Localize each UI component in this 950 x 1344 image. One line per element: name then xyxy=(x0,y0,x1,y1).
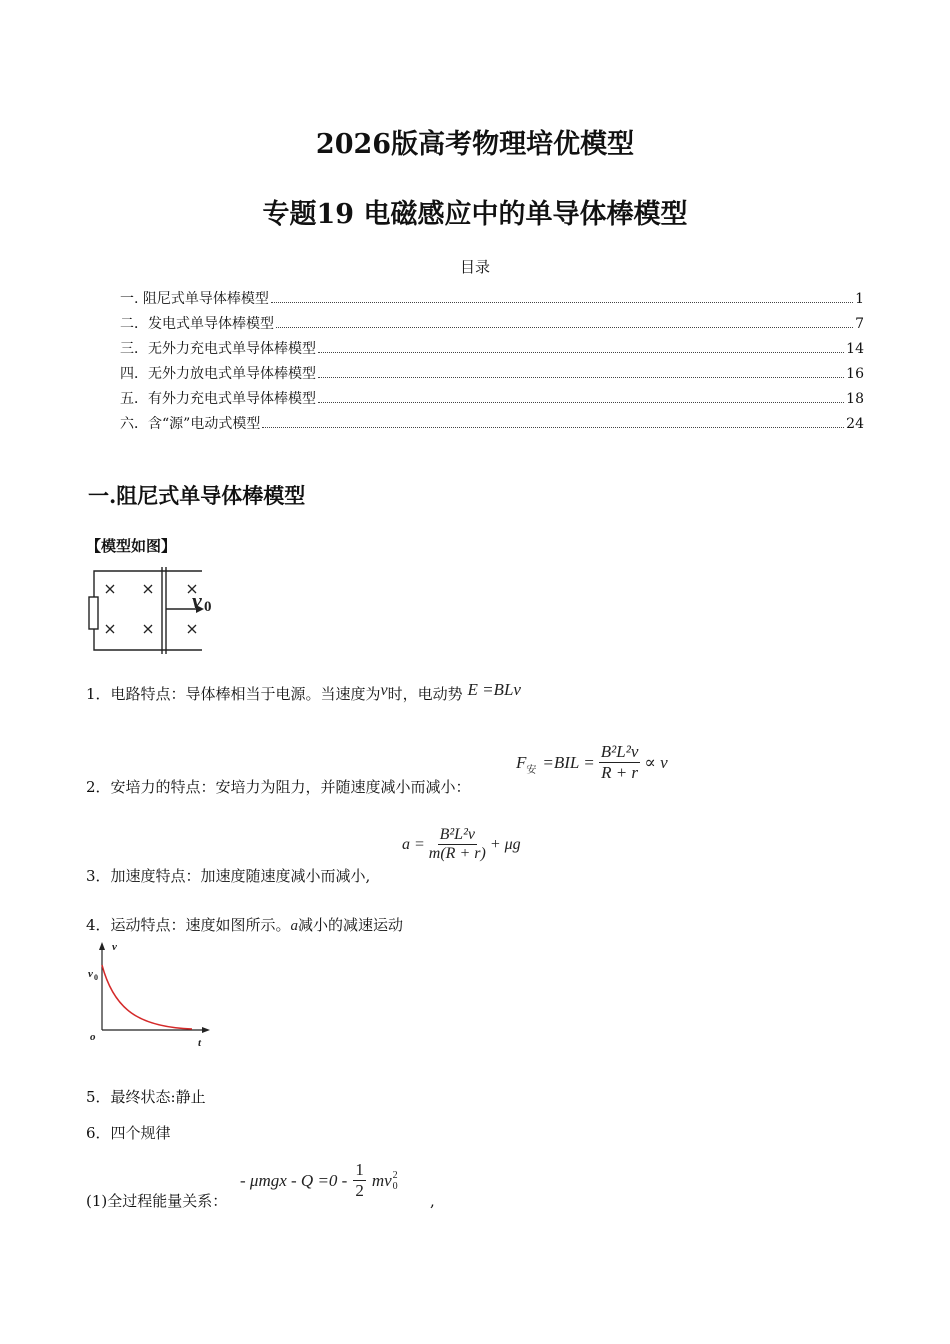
fraction-numerator: B²L²v xyxy=(600,742,639,761)
item-4-text: 4．运动特点：速度如图所示。 xyxy=(86,916,291,934)
toc-entry-page[interactable]: 18 xyxy=(846,391,864,407)
item-5: 5．最终状态:静止 xyxy=(86,1088,206,1106)
toc-entry[interactable] xyxy=(120,363,864,388)
toc-entry-page[interactable]: 14 xyxy=(846,341,864,357)
velocity-subscript: 0 xyxy=(204,599,212,615)
model-label: 【模型如图】 xyxy=(86,537,177,555)
toc-entry-page[interactable]: 7 xyxy=(855,316,864,332)
toc-entry-page[interactable]: 24 xyxy=(846,416,864,432)
item-1 xyxy=(86,680,521,704)
y0-subscript: 0 xyxy=(94,973,98,982)
toc-entry[interactable] xyxy=(120,388,864,413)
formula-lhs: a = xyxy=(402,835,425,853)
circuit-diagram xyxy=(84,565,224,655)
subscript: 0 xyxy=(392,1180,398,1192)
toc-heading: 目录 xyxy=(459,258,490,276)
x-axis-arrowhead xyxy=(202,1027,210,1033)
toc-entry-label[interactable]: 三．无外力充电式单导体棒模型 xyxy=(120,341,316,357)
toc-entry[interactable] xyxy=(120,413,864,438)
fraction xyxy=(429,826,486,863)
toc-entry-label[interactable]: 六．含“源”电动式模型 xyxy=(120,416,261,432)
item-3: 3．加速度特点：加速度随速度减小而减小, xyxy=(86,867,371,885)
energy-formula xyxy=(240,1160,398,1201)
item-4-text2: 减小的减速运动 xyxy=(298,916,404,934)
formula-lhs: F xyxy=(516,752,527,772)
document-title: 2026版高考物理培优模型 xyxy=(315,129,635,160)
ampere-force-formula xyxy=(516,742,668,783)
item-energy-relation: (1)全过程能量关系： xyxy=(86,1192,228,1210)
toc-entry-label[interactable]: 五．有外力充电式单导体棒模型 xyxy=(120,391,316,407)
toc-entry-label[interactable]: 二．发电式单导体棒模型 xyxy=(120,316,274,332)
item-4 xyxy=(86,914,403,935)
circuit-rails xyxy=(94,571,202,650)
resistor xyxy=(89,597,98,629)
y-axis-arrowhead xyxy=(99,942,105,950)
toc-entry-page[interactable]: 1 xyxy=(855,291,864,307)
fraction-denominator: m(R + r) xyxy=(428,845,486,862)
toc-entry[interactable] xyxy=(120,288,864,313)
superscript: 2 xyxy=(392,1169,398,1181)
toc-entry[interactable] xyxy=(120,338,864,363)
toc-entry-label[interactable]: 一. 阻尼式单导体棒模型 xyxy=(120,291,269,307)
item-2: 2．安培力的特点：安培力为阻力，并随速度减小而减小： xyxy=(86,778,471,796)
origin-label: o xyxy=(90,1031,96,1043)
emf-formula: E =BLv xyxy=(467,680,521,699)
toc-leader-dots xyxy=(318,401,844,403)
fraction xyxy=(353,1160,366,1201)
acceleration-formula xyxy=(402,826,521,863)
y0-label: v xyxy=(88,968,93,980)
fraction-denominator: 2 xyxy=(355,1181,364,1200)
velocity-label: v xyxy=(192,588,202,613)
toc-leader-dots xyxy=(318,376,844,378)
velocity-time-graph xyxy=(84,940,214,1050)
formula-mid: =BIL = xyxy=(542,752,595,772)
fraction-numerator: B²L²v xyxy=(439,826,475,843)
fraction-numerator: 1 xyxy=(355,1160,364,1179)
formula-tail: ∝ v xyxy=(644,752,668,772)
toc-leader-dots xyxy=(318,351,844,353)
item-4-var: a xyxy=(290,918,299,934)
toc-leader-dots xyxy=(276,326,853,328)
toc-leader-dots xyxy=(262,426,844,428)
document-subtitle: 专题19 电磁感应中的单导体棒模型 xyxy=(262,199,688,230)
x-axis-label: t xyxy=(198,1037,202,1049)
section-heading: 一.阻尼式单导体棒模型 xyxy=(88,483,306,508)
velocity-curve xyxy=(102,965,192,1029)
item-1-text2: 时，电动势 xyxy=(387,685,463,703)
toc-entry-page[interactable]: 16 xyxy=(846,366,864,382)
fraction xyxy=(599,742,641,783)
toc-entry-label[interactable]: 四．无外力放电式单导体棒模型 xyxy=(120,366,316,382)
y-axis-label: v xyxy=(112,941,117,953)
item-1-var: v xyxy=(380,682,388,699)
item-1-text: 1．电路特点：导体棒相当于电源。当速度为 xyxy=(86,685,381,703)
fraction-denominator: R + r xyxy=(601,763,639,782)
sub-sup xyxy=(393,1170,398,1192)
formula-tail: mv xyxy=(371,1170,392,1190)
formula-subscript: 安 xyxy=(526,765,537,776)
toc-leader-dots xyxy=(271,301,853,303)
toc-entry[interactable] xyxy=(120,313,864,338)
table-of-contents xyxy=(120,288,864,438)
formula-main: - μmgx - Q =0 - xyxy=(240,1170,348,1190)
trailing-comma: , xyxy=(430,1192,435,1210)
item-6: 6．四个规律 xyxy=(86,1124,171,1142)
formula-tail: + μg xyxy=(489,835,521,853)
